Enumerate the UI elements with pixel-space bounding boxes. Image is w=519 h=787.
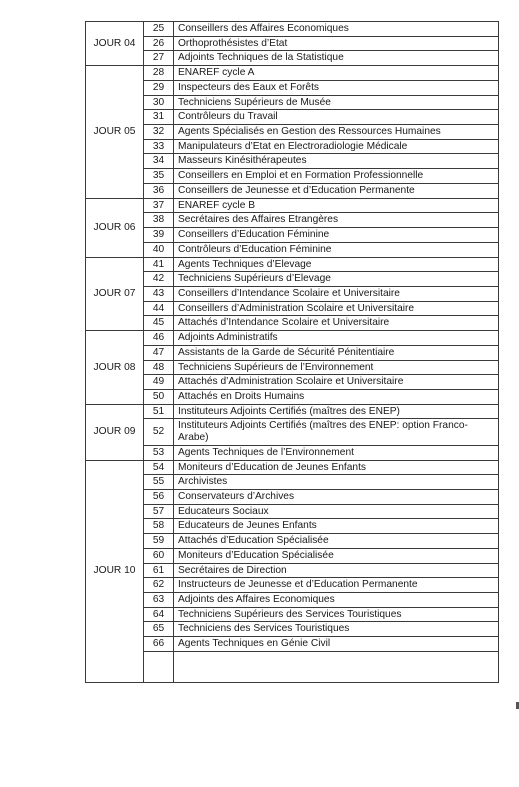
exam-title: Conseillers des Affaires Economiques [174, 22, 499, 37]
table-row [86, 272, 499, 287]
table-row [86, 110, 499, 125]
exam-title: Manipulateurs d’Etat en Electroradiologie Médicale [174, 139, 499, 154]
row-number: 62 [144, 578, 174, 593]
row-number: 45 [144, 316, 174, 331]
table-row [86, 345, 499, 360]
row-number: 43 [144, 286, 174, 301]
day-label: JOUR 06 [86, 198, 144, 257]
exam-title: Techniciens des Services Touristiques [174, 622, 499, 637]
row-number: 47 [144, 345, 174, 360]
exam-title: Agents Techniques en Génie Civil [174, 637, 499, 652]
row-number: 36 [144, 183, 174, 198]
row-number: 28 [144, 66, 174, 81]
exam-title: Instructeurs de Jeunesse et d’Education Permanente [174, 578, 499, 593]
row-number: 63 [144, 593, 174, 608]
table-row [86, 257, 499, 272]
table-row [86, 125, 499, 140]
row-number: 58 [144, 519, 174, 534]
row-number: 25 [144, 22, 174, 37]
row-number: 60 [144, 548, 174, 563]
table-row [86, 607, 499, 622]
table-row [86, 154, 499, 169]
row-number: 56 [144, 490, 174, 505]
exam-title: Orthoprothésistes d’Etat [174, 36, 499, 51]
day-label: JOUR 04 [86, 22, 144, 66]
exam-title: Conservateurs d’Archives [174, 490, 499, 505]
exam-title: Archivistes [174, 475, 499, 490]
exam-schedule-body [86, 22, 499, 683]
table-row [86, 389, 499, 404]
table-row [86, 36, 499, 51]
row-number: 27 [144, 51, 174, 66]
table-row [86, 316, 499, 331]
table-row [86, 563, 499, 578]
table-row [86, 404, 499, 419]
day-label: JOUR 08 [86, 331, 144, 405]
exam-title: Adjoints Techniques de la Statistique [174, 51, 499, 66]
row-number: 40 [144, 242, 174, 257]
exam-title: ENAREF cycle B [174, 198, 499, 213]
exam-title: Instituteurs Adjoints Certifiés (maîtres des ENEP: option Franco-Arabe) [174, 419, 499, 445]
exam-title: Adjoints Administratifs [174, 331, 499, 346]
table-row [86, 242, 499, 257]
exam-title: Moniteurs d’Education Spécialisée [174, 548, 499, 563]
table-row [86, 95, 499, 110]
row-number: 44 [144, 301, 174, 316]
table-row [86, 301, 499, 316]
table-row [86, 475, 499, 490]
exam-schedule-table [85, 21, 499, 683]
exam-title: Attachés d’Intendance Scolaire et Universitaire [174, 316, 499, 331]
table-row [86, 198, 499, 213]
table-row [86, 490, 499, 505]
exam-title: Techniciens Supérieurs d’Elevage [174, 272, 499, 287]
exam-title: Conseillers d’Administration Scolaire et Universitaire [174, 301, 499, 316]
table-row [86, 331, 499, 346]
table-row [86, 593, 499, 608]
row-number: 39 [144, 228, 174, 243]
row-number: 61 [144, 563, 174, 578]
exam-title: Masseurs Kinésithérapeutes [174, 154, 499, 169]
table-row [86, 548, 499, 563]
table-row [86, 534, 499, 549]
row-number: 48 [144, 360, 174, 375]
row-number: 65 [144, 622, 174, 637]
row-number: 57 [144, 504, 174, 519]
row-number: 33 [144, 139, 174, 154]
row-number: 54 [144, 460, 174, 475]
table-row [86, 445, 499, 460]
exam-title: Attachés en Droits Humains [174, 389, 499, 404]
exam-title: Conseillers de Jeunesse et d’Education Permanente [174, 183, 499, 198]
exam-title: Conseillers en Emploi et en Formation Professionnelle [174, 169, 499, 184]
table-row [86, 622, 499, 637]
row-number: 66 [144, 637, 174, 652]
day-label: JOUR 05 [86, 66, 144, 198]
table-row [86, 360, 499, 375]
exam-title: ENAREF cycle A [174, 66, 499, 81]
table-row [86, 460, 499, 475]
table-row [86, 22, 499, 37]
exam-title: Assistants de la Garde de Sécurité Pénitentiaire [174, 345, 499, 360]
row-number: 35 [144, 169, 174, 184]
empty-cell [174, 651, 499, 682]
row-number: 50 [144, 389, 174, 404]
exam-title: Techniciens Supérieurs de Musée [174, 95, 499, 110]
row-number: 31 [144, 110, 174, 125]
day-label: JOUR 10 [86, 460, 144, 682]
exam-title: Contrôleurs d’Education Féminine [174, 242, 499, 257]
table-row [86, 183, 499, 198]
exam-title: Secrétaires des Affaires Etrangères [174, 213, 499, 228]
row-number: 41 [144, 257, 174, 272]
table-row [86, 375, 499, 390]
exam-title: Techniciens Supérieurs des Services Touristiques [174, 607, 499, 622]
exam-title: Attachés d’Education Spécialisée [174, 534, 499, 549]
exam-title: Adjoints des Affaires Economiques [174, 593, 499, 608]
exam-title: Techniciens Supérieurs de l’Environnement [174, 360, 499, 375]
row-number: 42 [144, 272, 174, 287]
table-row [86, 228, 499, 243]
exam-title: Conseillers d’Education Féminine [174, 228, 499, 243]
row-number: 26 [144, 36, 174, 51]
row-number: 29 [144, 80, 174, 95]
exam-title: Contrôleurs du Travail [174, 110, 499, 125]
row-number: 55 [144, 475, 174, 490]
row-number: 49 [144, 375, 174, 390]
exam-title: Instituteurs Adjoints Certifiés (maîtres des ENEP) [174, 404, 499, 419]
day-label: JOUR 09 [86, 404, 144, 460]
exam-title: Agents Techniques de l’Environnement [174, 445, 499, 460]
table-row [86, 637, 499, 652]
row-number: 32 [144, 125, 174, 140]
row-number: 53 [144, 445, 174, 460]
empty-cell [144, 651, 174, 682]
table-row [86, 80, 499, 95]
table-row [86, 66, 499, 81]
exam-title: Agents Spécialisés en Gestion des Ressources Humaines [174, 125, 499, 140]
exam-title: Inspecteurs des Eaux et Forêts [174, 80, 499, 95]
table-row [86, 51, 499, 66]
row-number: 38 [144, 213, 174, 228]
row-number: 34 [144, 154, 174, 169]
table-row [86, 519, 499, 534]
day-label: JOUR 07 [86, 257, 144, 331]
row-number: 59 [144, 534, 174, 549]
exam-title: Educateurs Sociaux [174, 504, 499, 519]
exam-title: Attachés d’Administration Scolaire et Universitaire [174, 375, 499, 390]
exam-title: Moniteurs d’Education de Jeunes Enfants [174, 460, 499, 475]
table-row [86, 213, 499, 228]
row-number: 30 [144, 95, 174, 110]
table-row [86, 504, 499, 519]
row-number: 51 [144, 404, 174, 419]
row-number: 64 [144, 607, 174, 622]
row-number: 37 [144, 198, 174, 213]
table-row [86, 578, 499, 593]
exam-title: Secrétaires de Direction [174, 563, 499, 578]
table-row [86, 419, 499, 445]
empty-row [86, 651, 499, 682]
exam-title: Conseillers d’Intendance Scolaire et Universitaire [174, 286, 499, 301]
table-row [86, 139, 499, 154]
table-row [86, 286, 499, 301]
table-row [86, 169, 499, 184]
row-number: 46 [144, 331, 174, 346]
row-number: 52 [144, 419, 174, 445]
exam-title: Agents Techniques d’Elevage [174, 257, 499, 272]
exam-title: Educateurs de Jeunes Enfants [174, 519, 499, 534]
